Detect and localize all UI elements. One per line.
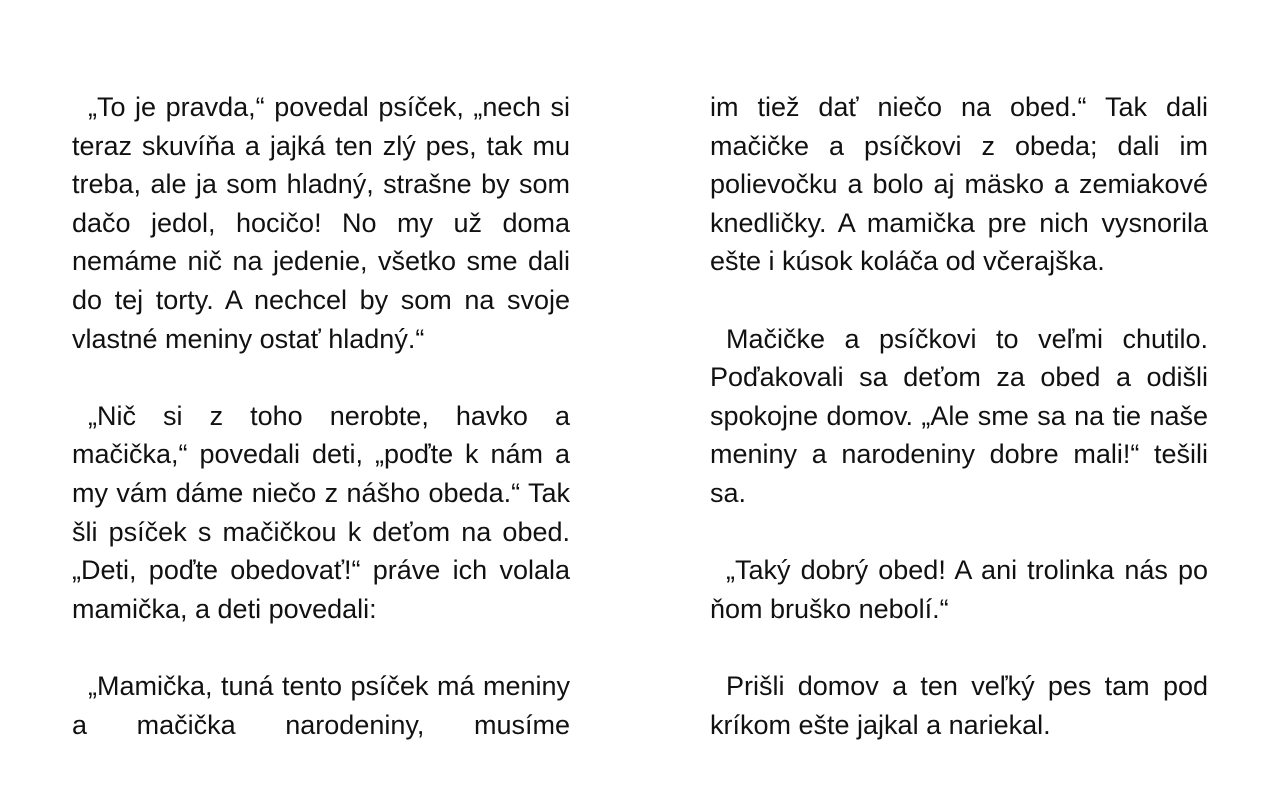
paragraph: „Mamička, tuná tento psíček má meniny a mačička narodeniny, musíme [72,670,570,740]
paragraph: Mačičke a psíčkovi to veľmi chutilo. Poďakovali sa deťom za obed a odišli spokojne domov. „Ale sme sa na tie naše meniny a narodeniny dobre mali!“ tešili sa. [710,323,1208,508]
left-page-text [72,88,570,744]
right-page-text [710,88,1208,744]
paragraph: Prišli domov a ten veľký pes tam pod kríkom ešte jajkal a nariekal. [710,670,1208,740]
paragraph: „Nič si z toho nerobte, havko a mačička,“ povedali deti, „poďte k nám a my vám dáme niečo z nášho obeda.“ Tak šli psíček s mačičkou k deťom na obed. „Deti, poďte obedovať!“ práve ich volala mamička, a deti povedali: [72,400,570,624]
paragraph: „To je pravda,“ povedal psíček, „nech si teraz skuvíňa a jajká ten zlý pes, tak mu treba, ale ja som hladný, strašne by som dačo jedol, hocičo! No my už doma nemáme nič na jedenie, všetko sme dali do tej torty. A nechcel by som na svoje vlastné meniny ostať hladný.“ [72,92,570,354]
paragraph: im tiež dať niečo na obed.“ Tak dali mačičke a psíčkovi z obeda; dali im polievočku a bolo aj mäsko a zemiakové knedličky. A mamička pre nich vysnorila ešte i kúsok koláča od včerajška. [710,92,1208,277]
paragraph: „Taký dobrý obed! A ani trolinka nás po ňom bruško nebolí.“ [710,555,1208,624]
